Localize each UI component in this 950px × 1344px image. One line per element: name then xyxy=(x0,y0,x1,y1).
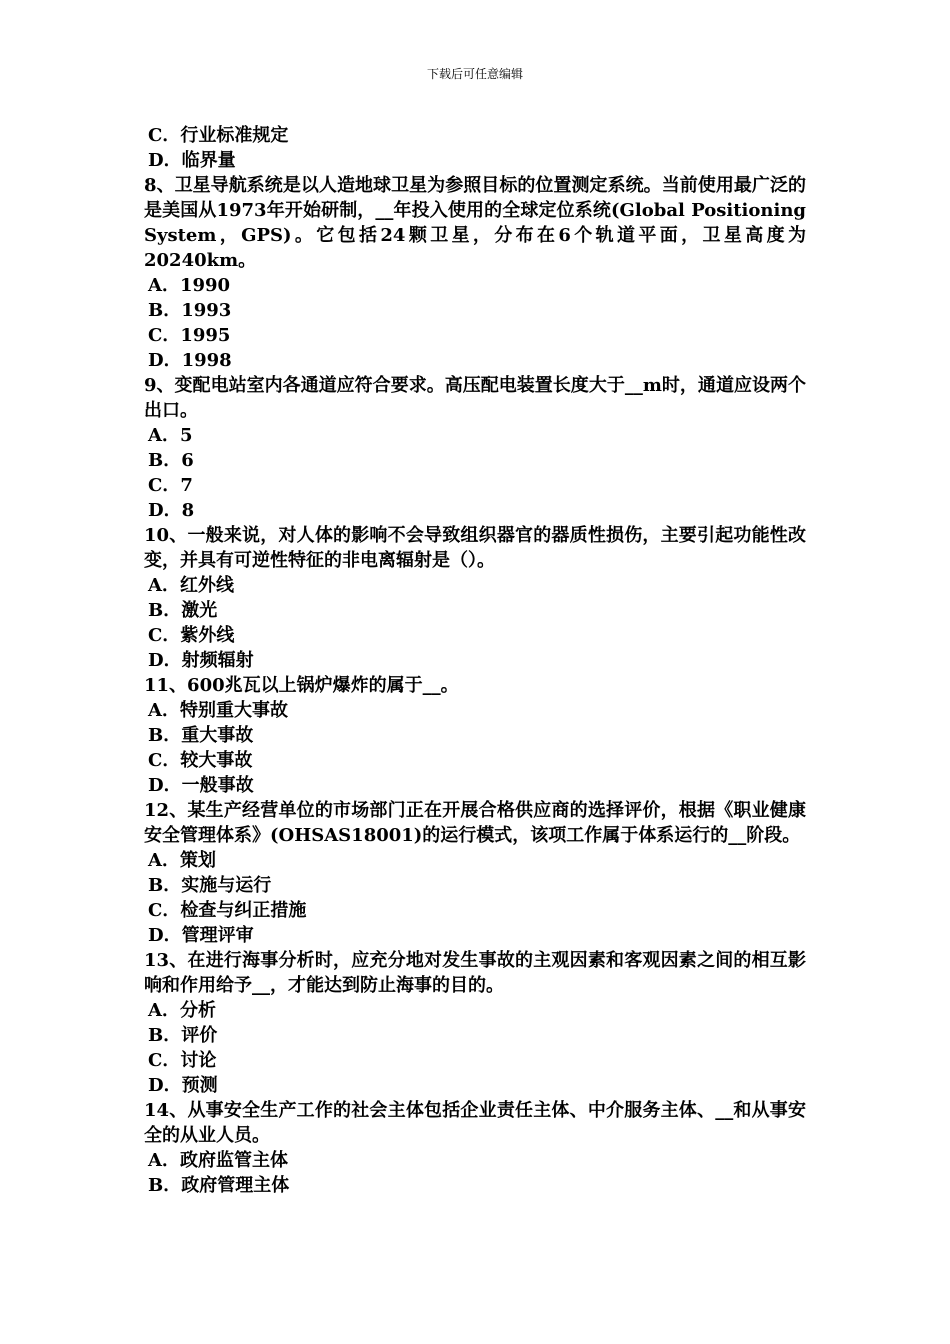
answer-option: C．较大事故 xyxy=(148,750,253,771)
answer-option: B．6 xyxy=(148,450,194,471)
page-header: 下载后可任意编辑 xyxy=(426,67,523,81)
answer-option: D．预测 xyxy=(148,1075,218,1096)
answer-option: D．管理评审 xyxy=(148,925,254,946)
answer-option: A．策划 xyxy=(148,850,216,871)
answer-option: C．1995 xyxy=(148,325,231,346)
question-stem: 10、一般来说，对人体的影响不会导致组织器官的器质性损伤，主要引起功能性改变，并具有可逆性特征的非电离辐射是（）。 xyxy=(144,525,806,571)
question-stem: 13、在进行海事分析时，应充分地对发生事故的主观因素和客观因素之间的相互影响和作用给予__，才能达到防止海事的目的。 xyxy=(144,950,806,996)
answer-option: B．政府管理主体 xyxy=(148,1175,290,1196)
answer-option: B．实施与运行 xyxy=(148,875,272,896)
answer-option: D．临界量 xyxy=(148,150,236,171)
answer-option: B．评价 xyxy=(148,1025,218,1046)
answer-option: D．一般事故 xyxy=(148,775,254,796)
question-stem: 9、变配电站室内各通道应符合要求。高压配电装置长度大于__m时，通道应设两个出口。 xyxy=(144,375,806,421)
answer-option: A．特别重大事故 xyxy=(148,700,288,721)
answer-option: C．紫外线 xyxy=(148,625,235,646)
question-stem: 8、卫星导航系统是以人造地球卫星为参照目标的位置测定系统。当前使用最广泛的是美国从1973年开始研制，__年投入使用的全球定位系统(Global Positioning System，GPS)。它包括24颗卫星，分布在6个轨道平面，卫星高度为20240km。 xyxy=(144,175,806,271)
answer-option: A．分析 xyxy=(148,1000,216,1021)
answer-option: C．行业标准规定 xyxy=(148,125,289,146)
answer-option: B．1993 xyxy=(148,300,232,321)
answer-option: C．7 xyxy=(148,475,193,496)
answer-option: A．红外线 xyxy=(148,575,234,596)
question-stem: 12、某生产经营单位的市场部门正在开展合格供应商的选择评价，根据《职业健康安全管理体系》(OHSAS18001)的运行模式，该项工作属于体系运行的__阶段。 xyxy=(144,800,806,846)
document-body xyxy=(144,123,806,1198)
answer-option: D．8 xyxy=(148,500,195,521)
answer-option: B．重大事故 xyxy=(148,725,254,746)
answer-option: A．1990 xyxy=(148,275,231,296)
answer-option: C．检查与纠正措施 xyxy=(148,900,307,921)
answer-option: B．激光 xyxy=(148,600,218,621)
answer-option: D．射频辐射 xyxy=(148,650,254,671)
question-stem: 14、从事安全生产工作的社会主体包括企业责任主体、中介服务主体、__和从事安全的从业人员。 xyxy=(144,1100,806,1146)
answer-option: A．5 xyxy=(148,425,193,446)
answer-option: A．政府监管主体 xyxy=(148,1150,288,1171)
answer-option: C．讨论 xyxy=(148,1050,217,1071)
answer-option: D．1998 xyxy=(148,350,232,371)
question-stem: 11、600兆瓦以上锅炉爆炸的属于__。 xyxy=(144,675,459,696)
